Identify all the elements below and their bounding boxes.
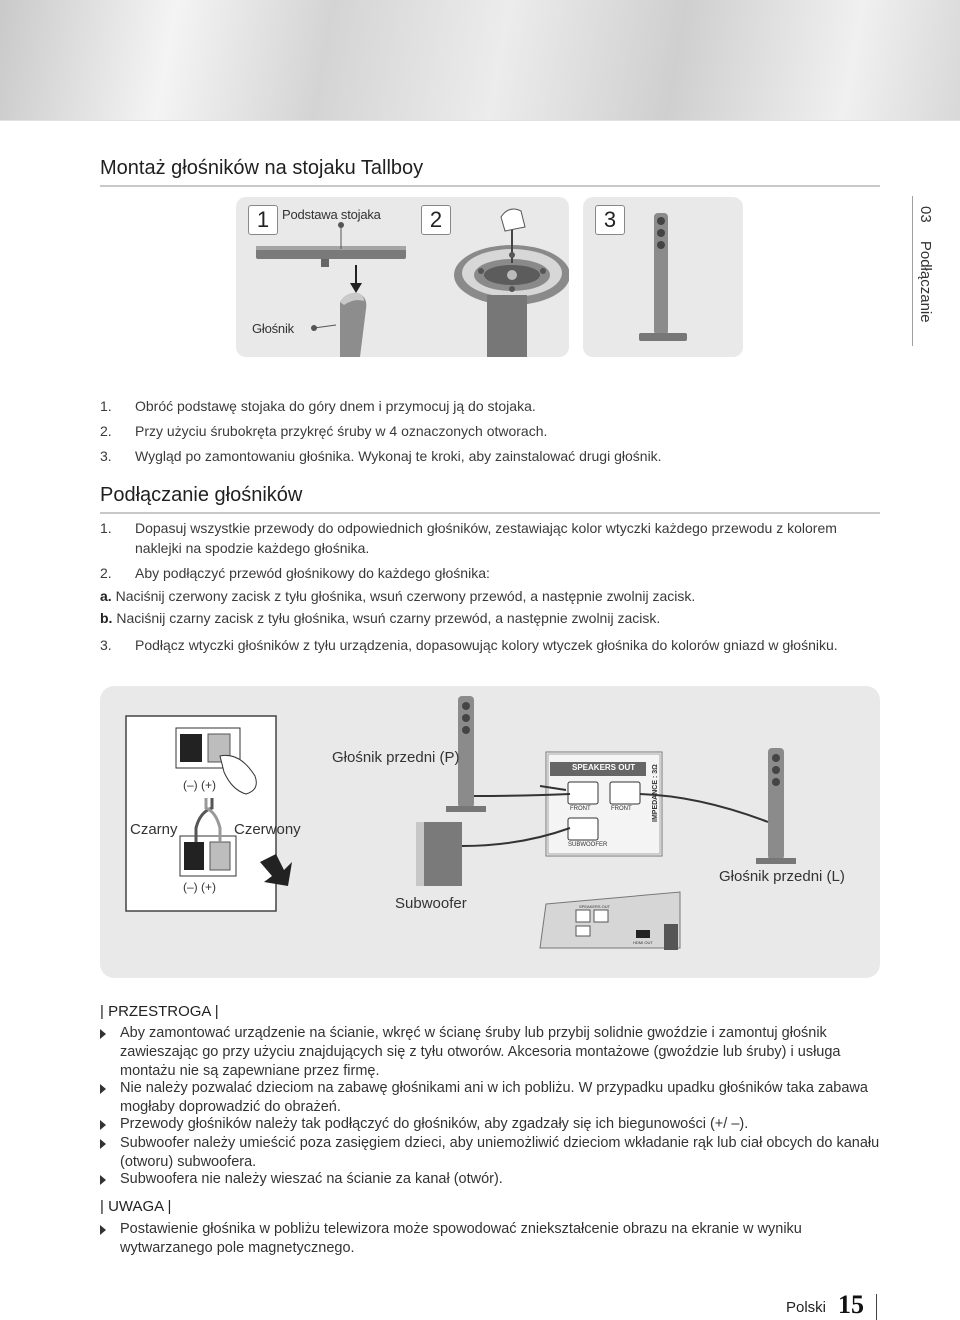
step-badge-3: 3 [595,205,625,235]
front-left-speaker-label: Głośnik przedni (L) [719,868,845,885]
front-terminal-label: FRONT [570,806,591,812]
bullet-arrow-icon [100,1175,106,1185]
section-title-mount: Montaż głośników na stojaku Tallboy [100,157,424,179]
note-item: Postawienie głośnika w pobliżu telewizora może spowodować zniekształcenie obrazu na ekranie w wyniku wytwarzanego pole magnetycznego. [100,1220,890,1256]
header-divider [0,120,960,121]
red-wire-label: Czerwony [234,821,301,838]
speakers-out-label: SPEAKERS OUT [572,763,636,772]
step-badge-2: 2 [421,205,451,235]
bullet-arrow-icon [100,1120,106,1130]
note-title: | UWAGA | [100,1198,172,1215]
page-number: 15 [838,1290,864,1319]
sub-list-item: a. Naciśnij czerwony zacisk z tyłu głośnika, wsuń czerwony przewód, a następnie zwolnij zacisk. [100,588,696,604]
header-banner [0,0,960,120]
caution-item: Subwoofer należy umieścić poza zasięgiem dzieci, aby uniemożliwić dzieciom wkładanie rąk lub ciał obcych do kanału (otworu) subwoofera. [100,1134,890,1170]
section-rule [100,185,880,187]
mount-step-3-panel [583,197,743,357]
chapter-number: 03 [917,206,934,223]
bullet-arrow-icon [100,1029,106,1039]
polarity-label-top: (–) (+) [183,778,216,792]
caution-item: Aby zamontować urządzenie na ścianie, wkręć w ścianę śruby lub przybij solidnie gwoździe i zamontuj głośnik zawieszając go przy użyciu znajdujących się z tyłu otworów. Akcesoria montażowe (gwoździe lub śruby) i usługa montażu nie są zapewniane przez firmę. [100,1024,890,1078]
bullet-arrow-icon [100,1084,106,1094]
footer-language: Polski [786,1299,827,1316]
step-badge-1: 1 [248,205,278,235]
section-rule [100,512,880,514]
caution-item: Przewody głośników należy tak podłączyć do głośników, aby zgadzały się ich biegunowości (+/ –). [100,1115,890,1133]
mount-step-2-panel [409,197,569,357]
caution-item: Nie należy pozwalać dzieciom na zabawę głośnikami ani w ich pobliżu. W przypadku upadku głośników taka zabawa mogłaby doprowadzić do obrażeń. [100,1079,890,1115]
speaker-connection-diagram [100,686,880,978]
chapter-label: Podłączanie [917,240,934,323]
connection-illustration [100,686,880,978]
subwoofer-terminal-label: SUBWOOFER [568,842,608,848]
footer-divider [876,1294,877,1320]
impedance-label: IMPEDANCE : 3Ω [652,764,659,822]
unit-speakers-out-label: SPEAKERS OUT [579,904,611,909]
front-right-speaker-label: Głośnik przedni (P) [332,749,460,766]
bullet-arrow-icon [100,1139,106,1149]
caution-item: Subwoofera nie należy wieszać na ścianie za kanał (otwór). [100,1170,890,1188]
front-terminal-label: FRONT [611,806,632,812]
bullet-arrow-icon [100,1225,106,1235]
caution-title: | PRZESTROGA | [100,1003,219,1020]
speaker-label: Głośnik [252,321,294,336]
stand-base-label: Podstawa stojaka [282,207,381,222]
polarity-label-bottom: (–) (+) [183,880,216,894]
chapter-side-tab [912,196,943,346]
subwoofer-label: Subwoofer [395,895,467,912]
section-title-connect: Podłączanie głośników [100,484,303,506]
sub-list-item: b. Naciśnij czarny zacisk z tyłu głośnika, wsuń czarny przewód, a następnie zwolnij zacisk. [100,610,661,626]
black-wire-label: Czarny [130,821,178,838]
hdmi-out-label: HDMI OUT [633,940,653,945]
